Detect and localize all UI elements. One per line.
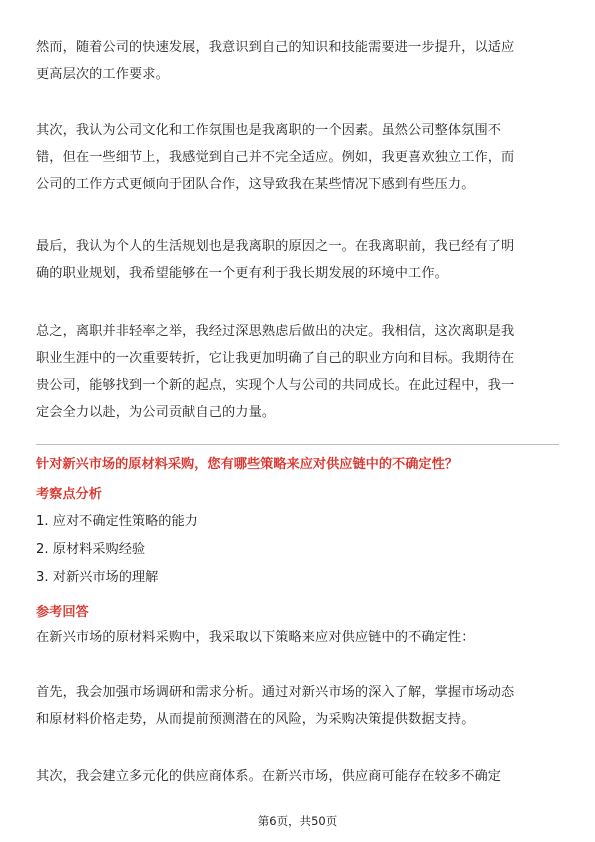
analysis-item: 3. 对新兴市场的理解: [36, 570, 159, 585]
answer-paragraph: 在新兴市场的原材料采购中，我采取以下策略来应对供应链中的不确定性：: [36, 630, 475, 645]
page-number: 第6页，共50页: [257, 814, 338, 828]
body-paragraph: 然而，随着公司的快速发展，我意识到自己的知识和技能需要进一步提升，以适应 更高层次的工作要求。: [36, 40, 515, 82]
answer-paragraph: 其次，我会建立多元化的供应商体系。在新兴市场，供应商可能存在较多不确定: [36, 769, 502, 784]
answer-paragraph: 首先，我会加强市场调研和需求分析。通过对新兴市场的深入了解，掌握市场动态 和原材料价格走势，从而提前预测潜在的风险，为采购决策提供数据支持。: [36, 685, 515, 727]
body-paragraph: 最后，我认为个人的生活规划也是我离职的原因之一。在我离职前，我已经有了明 确的职业规划，我希望能够在一个更有利于我长期发展的环境中工作。: [36, 239, 515, 281]
analysis-item: 1. 应对不确定性策略的能力: [36, 514, 198, 529]
question-title: 针对新兴市场的原材料采购，您有哪些策略来应对供应链中的不确定性？: [36, 457, 458, 472]
answer-heading: 参考回答: [36, 605, 89, 620]
body-paragraph: 总之，离职并非轻率之举，我经过深思熟虑后做出的决定。我相信，这次离职是我 职业生涯中的一次重要转折，它让我更加明确了自己的职业方向和目标。我期待在 贵公司，能够找到一个新的起点，实现个人与公司的共同成长。在此过程中，我一 定会全力以赴，为公司贡献自己的力量。: [36, 324, 515, 420]
analysis-item: 2. 原材料采购经验: [36, 542, 146, 557]
section-divider: [36, 444, 559, 445]
body-paragraph: 其次，我认为公司文化和工作氛围也是我离职的一个因素。虽然公司整体氛围不 错，但在一些细节上，我感觉到自己并不完全适应。例如，我更喜欢独立工作，而 公司的工作方式更倾向于团队合作，这导致我在某些情况下感到有些压力。: [36, 123, 515, 192]
analysis-heading: 考察点分析: [36, 487, 102, 502]
